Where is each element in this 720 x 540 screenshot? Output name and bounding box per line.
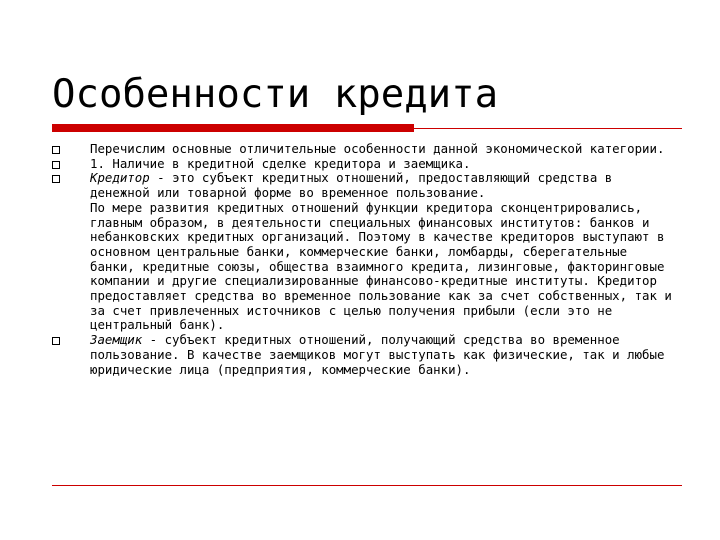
slide-title: Особенности кредита	[52, 72, 499, 117]
hollow-square-bullet-icon	[52, 146, 60, 154]
bullet-list	[52, 142, 678, 377]
term-borrower: Заемщик	[90, 332, 143, 348]
bullet-text: - это субъект кредитных отношений, предоставляющий средства в денежной или товарной форме во временное пользование.	[90, 170, 613, 201]
bullet-paragraph	[90, 332, 664, 376]
bullet-text: 1. Наличие в кредитной сделке кредитора и заемщика.	[90, 155, 471, 171]
bullet-extra-text: По мере развития кредитных отношений функции кредитора сконцентрировались, главным образом, в деятельности специальных финансовых институтов: банков и небанковских кредитных организаций. Поэтому в качестве кредиторов выступают в основном центральные банки, коммерческие банки, ломбарды, сберегательные банки, кредитные союзы, общества взаимного кредита, лизинговые, факторинговые компании и другие специализированные финансово-кредитные институты. Кредитор предоставляет средства во временное пользование как за счет собственных, так и за счет привлеченных источников с целью получения прибыли (если это не центральный банк).	[90, 199, 672, 333]
hollow-square-bullet-icon	[52, 175, 60, 183]
bullet-text: Перечислим основные отличительные особенности данной экономической категории.	[90, 141, 665, 156]
term-creditor: Кредитор	[90, 170, 150, 186]
list-item	[52, 157, 678, 172]
list-item	[52, 333, 678, 377]
bullet-paragraph	[90, 170, 612, 200]
list-item	[52, 171, 678, 333]
hollow-square-bullet-icon	[52, 337, 60, 345]
title-accent-bar	[52, 124, 414, 132]
list-item	[52, 142, 678, 157]
bullet-text: - субъект кредитных отношений, получающий средства во временное пользование. В качестве заемщиков могут выступать как физические, так и любые юридические лица (предприятия, коммерческие банки).	[90, 332, 665, 377]
footer-rule	[52, 485, 682, 486]
hollow-square-bullet-icon	[52, 161, 60, 169]
